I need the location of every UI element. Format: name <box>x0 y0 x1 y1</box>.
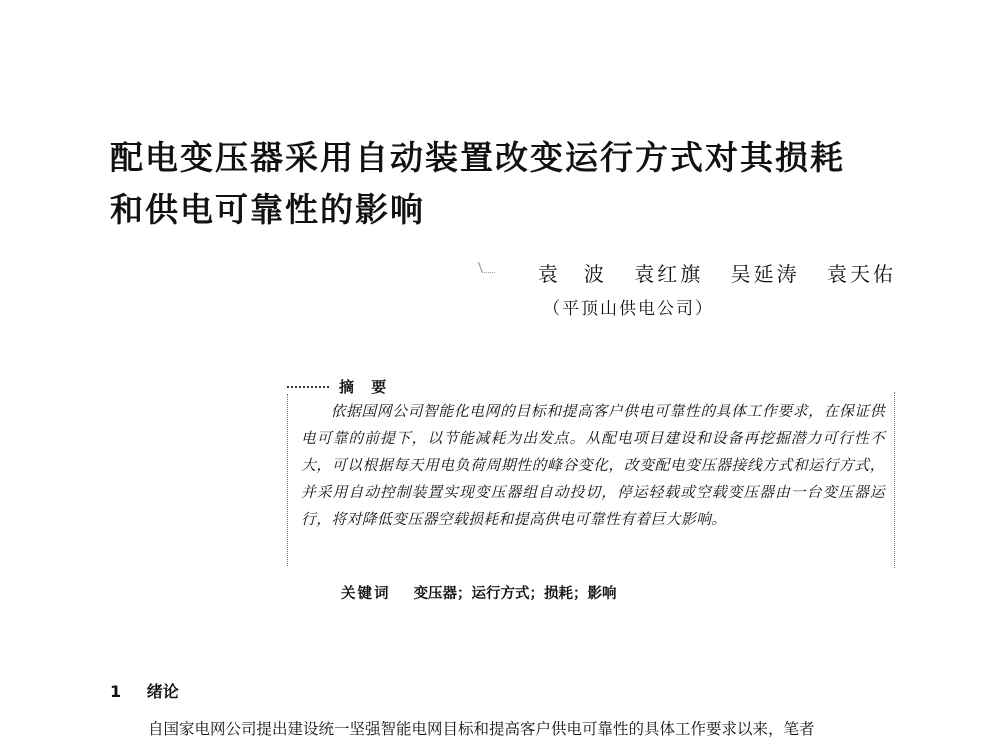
body-paragraph: 自国家电网公司提出建设统一坚强智能电网目标和提高客户供电可靠性的具体工作要求以来，笔者 <box>148 720 815 738</box>
section-number: 1 <box>110 682 122 701</box>
author-1: 袁 波 <box>537 262 607 286</box>
author-list <box>520 258 896 287</box>
scan-mark-icon <box>478 262 495 273</box>
keywords-value: 变压器；运行方式；损耗；影响 <box>413 586 617 602</box>
title-line-2: 和供电可靠性的影响 <box>110 190 425 229</box>
abstract-text: 依据国网公司智能化电网的目标和提高客户供电可靠性的具体工作要求，在保证供电可靠的前提下，以节能减耗为出发点。从配电项目建设和设备再挖掘潜力可行性不大，可以根据每天用电负荷周期性的峰谷变化，改变配电变压器接线方式和运行方式，并采用自动控制装置实现变压器组自动投切，停运轻载或空载变压器由一台变压器运行，将对降低变压器空载损耗和提高供电可靠性有着巨大影响。 <box>301 403 885 528</box>
affiliation: （平顶山供电公司） <box>543 299 714 319</box>
abstract-heading: 摘 要 <box>339 378 393 396</box>
keywords-label: 关键词 <box>341 586 391 602</box>
section-title: 绪论 <box>146 682 179 701</box>
abstract-rule-top <box>287 386 329 388</box>
author-2: 袁红旗 <box>634 262 704 286</box>
abstract-rule-left <box>287 394 288 566</box>
abstract-box <box>287 378 895 568</box>
section-heading <box>110 679 179 702</box>
abstract-rule-right <box>894 392 895 568</box>
author-3: 吴延涛 <box>730 262 800 286</box>
title-line-1: 配电变压器采用自动装置改变运行方式对其损耗 <box>110 138 845 177</box>
keywords <box>341 582 617 603</box>
paper-title <box>110 132 845 236</box>
author-4: 袁天佑 <box>827 262 896 286</box>
